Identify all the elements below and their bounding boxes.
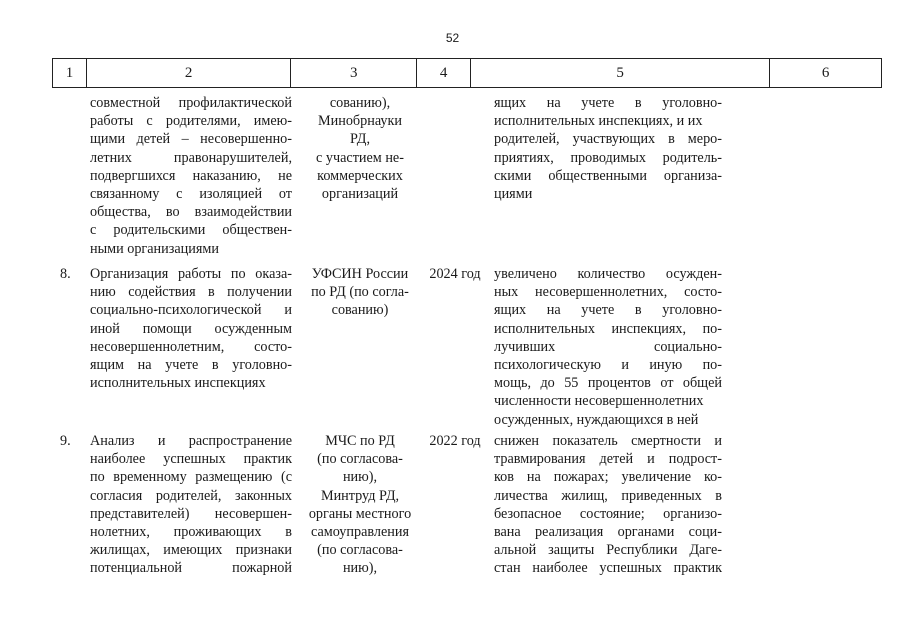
text-line: мощь, до 55 процентов от общей [494, 375, 722, 392]
text-line: численности несовершеннолетних [494, 393, 704, 410]
result-text [494, 265, 722, 429]
row-number: 9. [60, 433, 71, 449]
text-line: родителей, участвующих в меро- [494, 131, 722, 148]
text-line: организаций [321, 186, 399, 203]
text-line: общества, во взаимодействии [90, 204, 292, 221]
text-line: нолетних, проживающих в [90, 524, 292, 541]
continuation-result-text [494, 94, 722, 203]
text-line: несовершеннолетним, состо- [90, 338, 292, 355]
text-line: по РД (по согла- [311, 284, 409, 301]
text-line: УФСИН России [311, 266, 409, 282]
text-line: Анализ и распространение [90, 433, 292, 449]
text-line: МЧС по РД [325, 433, 395, 449]
deadline-text: 2024 год [429, 266, 481, 282]
text-line: представителей) несовершен- [90, 505, 292, 522]
text-line: травмирования детей и подрост- [494, 451, 722, 468]
text-line: социально-психологической и [90, 302, 292, 319]
text-line: ящих на учете в уголовно- [494, 302, 722, 319]
text-line: наиболее успешных практик [90, 451, 292, 468]
page-number: 52 [445, 31, 460, 45]
text-line: (по согласова- [317, 542, 403, 559]
text-line: связанному с изоляцией от [90, 186, 292, 203]
measure-text [90, 265, 292, 392]
text-line: Минтруд РД, [320, 487, 400, 504]
text-line: ящим на учете в уголовно- [90, 357, 292, 374]
text-line: стан наиболее успешных практик [494, 560, 722, 577]
text-line: нию), [342, 469, 378, 486]
text-line: совместной профилактической [90, 95, 292, 111]
text-line: ных несовершеннолетних, состо- [494, 284, 722, 301]
text-line: щими детей – несовершенно- [90, 131, 292, 148]
text-line: летних правонарушителей, [90, 149, 292, 166]
text-line: РД, [349, 131, 371, 148]
deadline-text: 2022 год [429, 433, 481, 449]
text-line: Минобрнауки [318, 113, 402, 130]
text-line: исполнительных инспекциях, и их [494, 113, 703, 130]
text-line: работы с родителями, имею- [90, 113, 292, 130]
header-cell-4: 4 [417, 59, 471, 87]
responsible-text [296, 265, 424, 320]
text-line: скими общественными организа- [494, 167, 722, 184]
text-line: исполнительных инспекциях, по- [494, 320, 722, 337]
text-line: согласия родителей, законных [90, 487, 292, 504]
text-line: нию), [342, 560, 378, 577]
text-line: самоуправления [311, 524, 409, 541]
text-line: подвергшихся наказанию, не [90, 167, 292, 184]
text-line: ящих на учете в уголовно- [494, 95, 722, 111]
text-line: приятиях, проводимых родитель- [494, 149, 722, 166]
text-line: ков на пожарах; увеличение ко- [494, 469, 722, 486]
text-line: циями [494, 186, 533, 203]
text-line: с родительскими обществен- [90, 222, 292, 239]
header-cell-5: 5 [471, 59, 770, 87]
text-line: увеличено количество осужден- [494, 266, 722, 282]
header-cell-6: 6 [821, 64, 830, 81]
measure-text [90, 432, 292, 578]
continuation-measure-text [90, 94, 292, 258]
text-line: осужденных, нуждающихся в ней [494, 411, 699, 428]
text-line: вана реализация органами соци- [494, 524, 722, 541]
table-header-row [52, 58, 882, 88]
text-line: ными организациями [90, 240, 219, 257]
text-line: исполнительных инспекциях [90, 375, 266, 392]
text-line: Организация работы по оказа- [90, 266, 292, 282]
text-line: сованию) [331, 302, 389, 319]
result-text [494, 432, 722, 578]
text-line: лучивших социально- [494, 338, 722, 355]
text-line: сованию), [329, 95, 391, 111]
text-line: жилищах, имеющих признаки [90, 542, 292, 559]
continuation-responsible-text [296, 94, 424, 203]
header-cell-3: 3 [291, 59, 417, 87]
text-line: с участием не- [316, 149, 404, 166]
responsible-text [296, 432, 424, 578]
text-line: (по согласова- [317, 451, 403, 468]
text-line: альной защиты Республики Даге- [494, 542, 722, 559]
header-cell-1: 1 [53, 59, 87, 87]
text-line: потенциальной пожарной [90, 560, 292, 577]
text-line: иной помощи осужденным [90, 320, 292, 337]
text-line: безопасное состояние; организо- [494, 505, 722, 522]
header-cell-2: 2 [87, 59, 292, 87]
text-line: личества жилищ, приведенных в [494, 487, 722, 504]
row-number: 8. [60, 266, 71, 282]
text-line: нию содействия в получении [90, 284, 292, 301]
text-line: органы местного [308, 505, 412, 522]
text-line: снижен показатель смертности и [494, 433, 722, 449]
text-line: по временному размещению (с [90, 469, 292, 486]
text-line: коммерческих [317, 167, 403, 184]
text-line: психологическую и иную по- [494, 357, 722, 374]
